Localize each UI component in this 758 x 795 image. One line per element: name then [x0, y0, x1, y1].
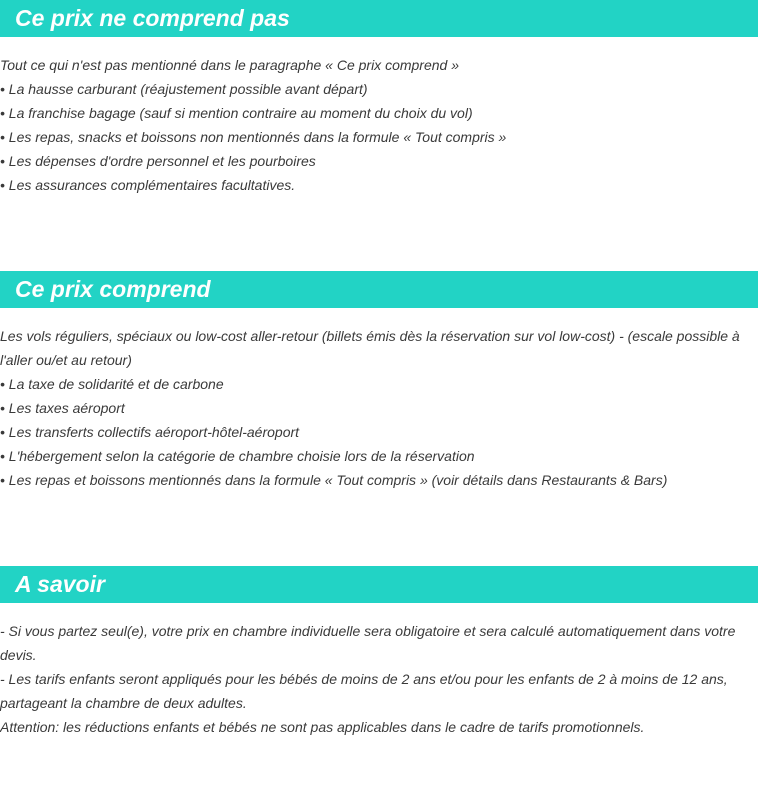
list-item: • La franchise bagage (sauf si mention contraire au moment du choix du vol) [0, 105, 473, 121]
list-item: • Les assurances complémentaires facultatives. [0, 177, 296, 193]
section-header [0, 566, 758, 603]
section-good-to-know [0, 566, 758, 739]
list-item: • Les repas, snacks et boissons non mentionnés dans la formule « Tout compris » [0, 129, 507, 145]
list-item: • Les transferts collectifs aéroport-hôtel-aéroport [0, 424, 300, 440]
section-intro: - Si vous partez seul(e), votre prix en chambre individuelle sera obligatoire et sera calculé automatiquement dans votre devis. [0, 623, 736, 663]
section-intro: Tout ce qui n'est pas mentionné dans le paragraphe « Ce prix comprend » [0, 57, 459, 73]
section-header [0, 271, 758, 308]
list-item: • Les taxes aéroport [0, 400, 125, 416]
section-title: Ce prix ne comprend pas [15, 5, 290, 31]
list-item: • Les repas et boissons mentionnés dans la formule « Tout compris » (voir détails dans Restaurants & Bars) [0, 472, 668, 488]
section-title: A savoir [15, 571, 105, 597]
section-body [0, 603, 752, 739]
section-body [0, 308, 752, 492]
section-title: Ce prix comprend [15, 276, 211, 302]
section-intro: Les vols réguliers, spéciaux ou low-cost aller-retour (billets émis dès la réservation sur vol low-cost) - (escale possible à l'aller ou/et au retour) [0, 328, 740, 368]
section-not-included [0, 0, 758, 197]
section-included [0, 271, 758, 492]
section-header [0, 0, 758, 37]
list-item: • Les dépenses d'ordre personnel et les pourboires [0, 153, 316, 169]
section-body [0, 37, 752, 197]
list-item: - Les tarifs enfants seront appliqués pour les bébés de moins de 2 ans et/ou pour les enfants de 2 à moins de 12 ans, partageant la chambre de deux adultes. [0, 671, 728, 711]
list-item: • La hausse carburant (réajustement possible avant départ) [0, 81, 368, 97]
list-item: • La taxe de solidarité et de carbone [0, 376, 224, 392]
list-item: Attention: les réductions enfants et bébés ne sont pas applicables dans le cadre de tarifs promotionnels. [0, 719, 645, 735]
list-item: • L'hébergement selon la catégorie de chambre choisie lors de la réservation [0, 448, 475, 464]
